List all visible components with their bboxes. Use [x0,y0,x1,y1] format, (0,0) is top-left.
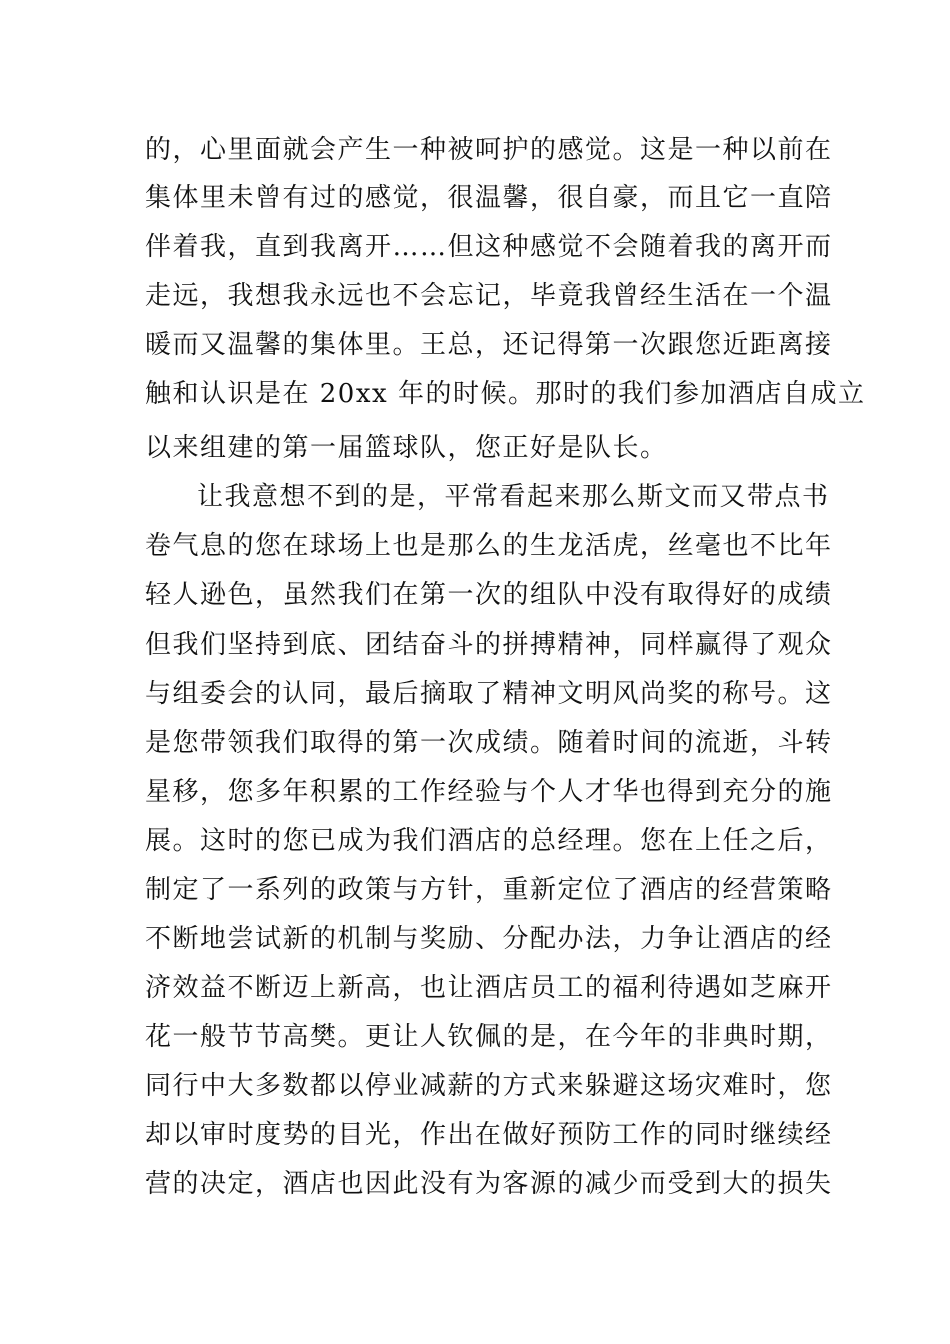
text-line: 的，心里面就会产生一种被呵护的感觉。这是一种以前在 [145,135,833,165]
text-line: 与组委会的认同，最后摘取了精神文明风尚奖的称号。这 [145,679,833,709]
text-line: 是您带领我们取得的第一次成绩。随着时间的流逝，斗转 [145,728,833,758]
text-line: 集体里未曾有过的感觉，很温馨，很自豪，而且它一直陪 [145,183,833,213]
text-line: 不断地尝试新的机制与奖励、分配办法，力争让酒店的经 [145,924,833,954]
text-line: 济效益不断迈上新高，也让酒店员工的福利待遇如芝麻开 [145,973,833,1003]
text-line: 星移，您多年积累的工作经验与个人才华也得到充分的施 [145,777,833,807]
text-line: 展。这时的您已成为我们酒店的总经理。您在上任之后， [145,826,833,856]
text-line: 同行中大多数都以停业减薪的方式来躲避这场灾难时，您 [145,1071,833,1101]
text-line: 卷气息的您在球场上也是那么的生龙活虎，丝毫也不比年 [145,531,833,561]
text-line: 走远，我想我永远也不会忘记，毕竟我曾经生活在一个温 [145,281,833,311]
text-line: 伴着我，直到我离开……但这种感觉不会随着我的离开而 [145,232,833,262]
text-line: 花一般节节高樊。更让人钦佩的是，在今年的非典时期， [145,1022,833,1052]
text-line: 暖而又温馨的集体里。王总，还记得第一次跟您近距离接 [145,330,833,360]
text-line: 营的决定，酒店也因此没有为客源的减少而受到大的损失 [145,1169,833,1199]
text-line: 但我们坚持到底、团结奋斗的拼搏精神，同样赢得了观众 [145,630,833,660]
text-line: 却以审时度势的目光，作出在做好预防工作的同时继续经 [145,1120,833,1150]
text-line: 以来组建的第一届篮球队，您正好是队长。 [145,433,668,463]
text-line: 触和认识是在 20xx 年的时候。那时的我们参加酒店自成立 [145,379,866,409]
text-line: 制定了一系列的政策与方针，重新定位了酒店的经营策略 [145,875,833,905]
text-line: 轻人逊色，虽然我们在第一次的组队中没有取得好的成绩 [145,580,833,610]
paragraph-first-line: 让我意想不到的是，平常看起来那么斯文而又带点书 [197,482,830,512]
